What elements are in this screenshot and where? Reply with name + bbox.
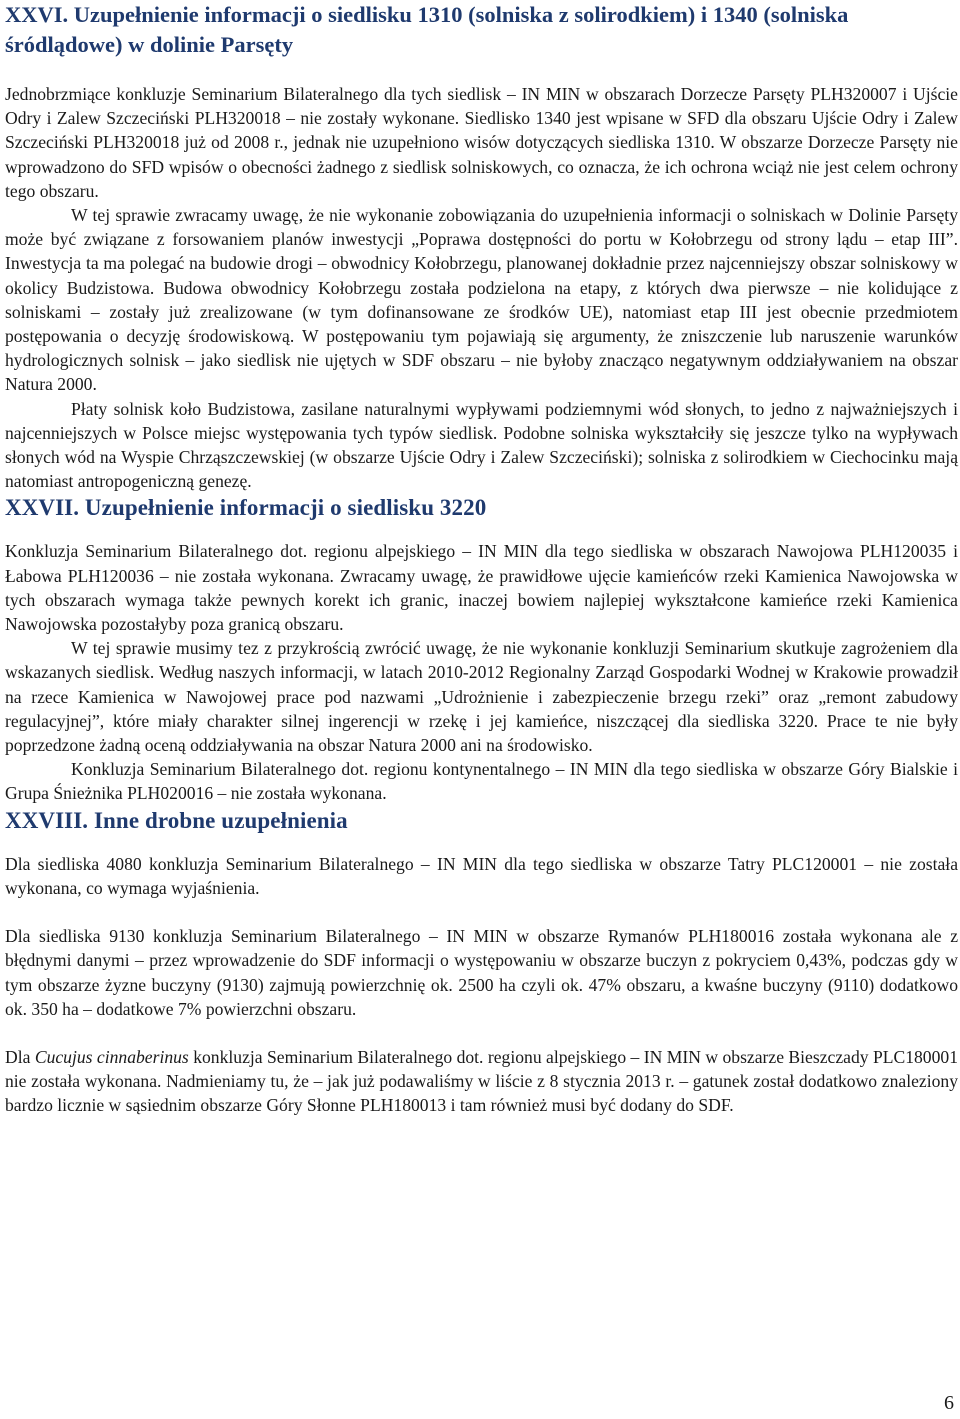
section-title-xxvi: XXVI. Uzupełnienie informacji o siedlisku 1310 (solniska z solirodkiem) i 1340 (solniska śródlądowe) w dolinie Parsęty xyxy=(5,2,849,57)
text-span: konkluzja Seminarium Bilateralnego dot. regionu alpejskiego – IN MIN w obszarze Bieszczady PLC180001 nie została wykonana. Nadmieniamy tu, że – jak już podawaliśmy w liście z 8 stycznia 2013 r. – gatunek został dodatkowo znaleziony bardzo licznie w sąsiednim obszarze Góry Słonne PLH180013 i tam również musi być dodany do SDF. xyxy=(5,1046,958,1116)
paragraph: W tej sprawie zwracamy uwagę, że nie wykonanie zobowiązania do uzupełnienia informacji o solniskach w Dolinie Parsęty może być związane z forsowaniem planów inwestycji „Poprawa dostępności do portu w Kołobrzegu od strony lądu – etap III”. Inwestycja ta ma polegać na budowie drogi – obwodnicy Kołobrzegu, planowanej dokładnie przez najcenniejszy obszar solniskowy w okolicy Budzistowa. Budowa obwodnicy Kołobrzegu została podzielona na etapy, z których dwa pierwsze – nie kolidujące z solniskami – zostały już zrealizowane (w tym dofinansowane ze środków UE), natomiast etap III jest obecnie przedmiotem postępowania o decyzję środowiskową. W postępowaniu tym pojawiają się argumenty, że zniszczenie lub naruszenie warunków hydrologicznych solnisk – jako siedlisk nie ujętych w SDF obszaru – nie byłoby znacząco negatywnym oddziaływaniem na obszar Natura 2000. xyxy=(5,205,958,395)
paragraph: Jednobrzmiące konkluzje Seminarium Bilateralnego dla tych siedlisk – IN MIN w obszarach Dorzecze Parsęty PLH320007 i Ujście Odry i Zalew Szczeciński PLH320018 – nie zostały wykonane. Siedlisko 1340 jest wpisane w SFD dla obszaru Ujście Odry i Zalew Szczeciński PLH320018 już od 2008 r., jednak nie uzupełniono wisów dotyczących siedliska 1310. W obszarze Dorzecze Parsęty nie wprowadzono do SFD wpisów o obecności żadnego z siedlisk solniskowych, co oznacza, że ich ochrona wciąż nie jest celem ochrony tego obszaru. xyxy=(5,84,958,201)
page-number: 6 xyxy=(944,1392,954,1414)
paragraph: Dla siedliska 4080 konkluzja Seminarium Bilateralnego – IN MIN dla tego siedliska w obszarze Tatry PLC120001 – nie została wykonana, co wymaga wyjaśnienia. xyxy=(5,853,958,898)
paragraph: Płaty solnisk koło Budzistowa, zasilane naturalnymi wypływami podziemnymi wód słonych, to jedno z najważniejszych i najcenniejszych w Polsce miejsc występowania tych typów siedlisk. Podobne solniska wykształciły się jeszcze tylko na wypływach słonych wód na Wyspie Chrząszczewskiej (w obszarze Ujście Odry i Zalew Szczeciński); solniska z solirodkiem w Ciechocinku mają natomiast antropogeniczną genezę. xyxy=(5,398,958,492)
document-page xyxy=(5,0,958,1118)
species-name: Cucujus cinnaberinus xyxy=(34,1046,189,1067)
section-title-xxvii: XXVII. Uzupełnienie informacji o siedlisku 3220 xyxy=(5,495,487,521)
paragraph xyxy=(5,1045,958,1118)
section-title-xxviii: XXVIII. Inne drobne uzupełnienia xyxy=(5,807,348,833)
paragraph: Konkluzja Seminarium Bilateralnego dot. regionu alpejskiego – IN MIN dla tego siedliska w obszarach Nawojowa PLH120035 i Łabowa PLH120036 – nie została wykonana. Zwracamy uwagę, że prawidłowe ujęcie kamieńców rzeki Kamienica Nawojowska w tych obszarach wymaga także pewnych korekt ich granic, inaczej bowiem najlepiej wykształcone kamieńce rzeki Kamienica Nawojowska pozostałyby poza granicą obszaru. xyxy=(5,541,958,635)
paragraph: W tej sprawie musimy tez z przykrością zwrócić uwagę, że nie wykonanie konkluzji Seminarium skutkuje zagrożeniem dla wskazanych siedlisk. Według naszych informacji, w latach 2010-2012 Regionalny Zarząd Gospodarki Wodnej w Krakowie prowadził na rzece Kamienica w Nawojowej prace pod nazwami „Udrożnienie i zabezpieczenie brzegu rzeki” oraz „remont zabudowy regulacyjnej”, które miały charakter silnej ingerencji w rzekę i jej kamieńce, niszczącej dla siedliska 3220. Prace te nie były poprzedzone żadną oceną oddziaływania na obszar Natura 2000 ani na środowisko. xyxy=(5,638,958,756)
paragraph: Dla siedliska 9130 konkluzja Seminarium Bilateralnego – IN MIN w obszarze Rymanów PLH180016 została wykonana ale z błędnymi danymi – przez wprowadzenie do SDF informacji o występowaniu w obszarze buczyn z pokryciem 0,43%, podczas gdy w tym obszarze żyzne buczyny (9130) zajmują powierzchnię ok. 2500 ha czyli ok. 47% obszaru, a kwaśne buczyny (9110) dodatkowo ok. 350 ha – dodatkowe 7% powierzchni obszaru. xyxy=(5,926,958,1019)
text-span: Dla xyxy=(5,1046,35,1067)
paragraph: Konkluzja Seminarium Bilateralnego dot. regionu kontynentalnego – IN MIN dla tego siedliska w obszarze Góry Bialskie i Grupa Śnieżnika PLH020016 – nie została wykonana. xyxy=(5,759,958,804)
